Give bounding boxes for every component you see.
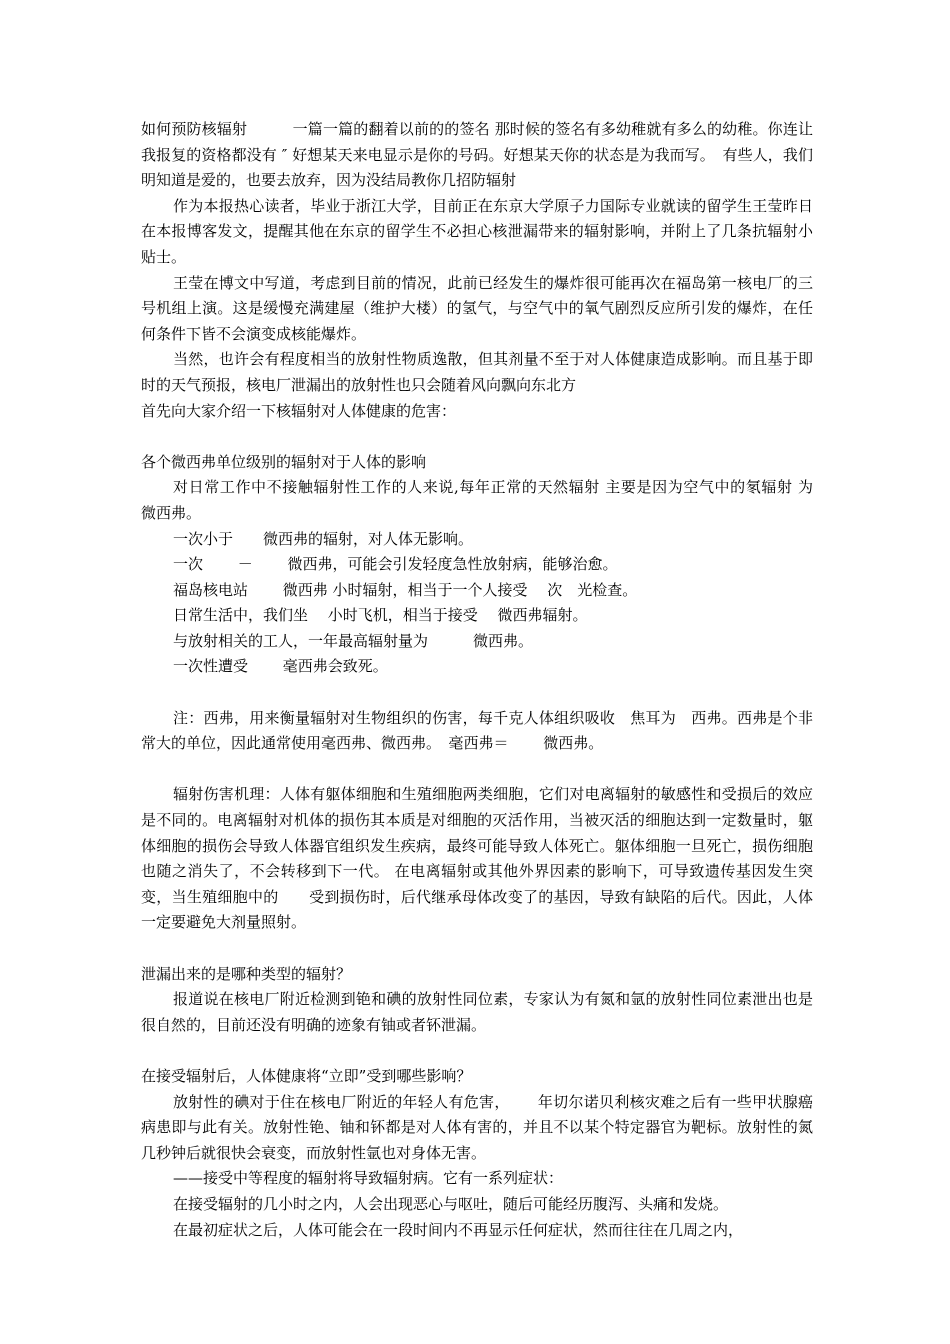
blank-line [141, 424, 813, 450]
paragraph: 一次小于 微西弗的辐射，对人体无影响。 [173, 529, 474, 548]
blank-line [141, 936, 813, 962]
paragraph: 辐射伤害机理：人体有躯体细胞和生殖细胞两类细胞，它们对电离辐射的敏感性和受损后的效应是不同的。电离辐射对机体的损伤其本质是对细胞的灭活作用，当被灭活的细胞达到一定数量时，躯体细胞的损伤会导致人体器官组织发生疾病，最终可能导致人体死亡。躯体细胞一旦死亡，损伤细胞也随之消失了，不会转移到下一代。 在电离辐射或其他外界因素的影响下，可导致遗传基因发生突变，当生殖细胞中的 受到损伤时，后代继承母体改变了的基因，导致有缺陷的后代。因此，人体一定要避免大剂量照射。 [141, 785, 813, 932]
paragraph: 作为本报热心读者，毕业于浙江大学，目前正在东京大学原子力国际专业就读的留学生王莹昨日在本报博客发文，提醒其他在东京的留学生不必担心核泄漏带来的辐射影响，并附上了几条抗辐射小贴士。 [141, 196, 813, 266]
blank-line [141, 1038, 813, 1064]
paragraph: 一次性遭受 毫西弗会致死。 [173, 657, 388, 676]
paragraph: 泄漏出来的是哪种类型的辐射？ [141, 964, 352, 983]
paragraph: 各个微西弗单位级别的辐射对于人体的影响 [141, 452, 427, 471]
paragraph: 在接受辐射后，人体健康将“立即”受到哪些影响？ [141, 1066, 472, 1085]
paragraph: 注：西弗，用来衡量辐射对生物组织的伤害，每千克人体组织吸收 焦耳为 西弗。西弗是个非常大的单位，因此通常使用毫西弗、微西弗。 毫西弗＝ 微西弗。 [141, 708, 813, 753]
paragraph: 在接受辐射的几小时之内，人会出现恶心与呕吐，随后可能经历腹泻、头痛和发烧。 [173, 1194, 729, 1213]
paragraph: 对日常工作中不接触辐射性工作的人来说,每年正常的天然辐射 主要是因为空气中的氡辐射 为 微西弗。 [141, 478, 889, 522]
blank-line [141, 680, 813, 706]
document-body [141, 117, 889, 1243]
paragraph: 福岛核电站 微西弗 小时辐射，相当于一个人接受 次 光检查。 [173, 580, 638, 599]
paragraph: 日常生活中，我们坐 小时飞机，相当于接受 微西弗辐射。 [173, 606, 588, 625]
paragraph: 首先向大家介绍一下核辐射对人体健康的危害： [141, 401, 457, 420]
blank-line [141, 757, 813, 783]
paragraph: 在最初症状之后，人体可能会在一段时间内不再显示任何症状，然而往往在几周之内， [173, 1220, 744, 1239]
paragraph: 报道说在核电厂附近检测到铯和碘的放射性同位素，专家认为有氮和氩的放射性同位素泄出也是很自然的，目前还没有明确的迹象有铀或者钚泄漏。 [141, 990, 813, 1034]
paragraph: 放射性的碘对于住在核电厂附近的年轻人有危害， 年切尔诺贝利核灾难之后有一些甲状腺癌病患即与此有关。放射性铯、铀和钚都是对人体有害的，并且不以某个特定器官为靶标。放射性的氮几秒钟后就很快会衰变，而放射性氩也对身体无害。 [141, 1092, 813, 1162]
paragraph: 王莹在博文中写道，考虑到目前的情况，此前已经发生的爆炸很可能再次在福岛第一核电厂的三号机组上演。这是缓慢充满建屋（维护大楼）的氢气，与空气中的氧气剧烈反应所引发的爆炸，在任何条件下皆不会演变成核能爆炸。 [141, 273, 813, 343]
paragraph: 当然，也许会有程度相当的放射性物质逸散，但其剂量不至于对人体健康造成影响。而且基于即时的天气预报，核电厂泄漏出的放射性也只会随着风向飘向东北方 [141, 350, 813, 394]
paragraph: 一次 － 微西弗，可能会引发轻度急性放射病，能够治愈。 [173, 555, 618, 574]
paragraph: 与放射相关的工人，一年最高辐射量为 微西弗。 [173, 631, 534, 650]
paragraph: 如何预防核辐射 一篇一篇的翻着以前的的签名 那时候的签名有多幼稚就有多么的幼稚。你连让我报复的资格都没有 ″ 好想某天来电显示是你的号码。好想某天你的状态是为我而写。 有些人，我们明知道是爱的，也要去放弃，因为没结局教你几招防辐射 [141, 120, 813, 190]
paragraph: ——接受中等程度的辐射将导致辐射病。它有一系列症状： [173, 1169, 564, 1188]
